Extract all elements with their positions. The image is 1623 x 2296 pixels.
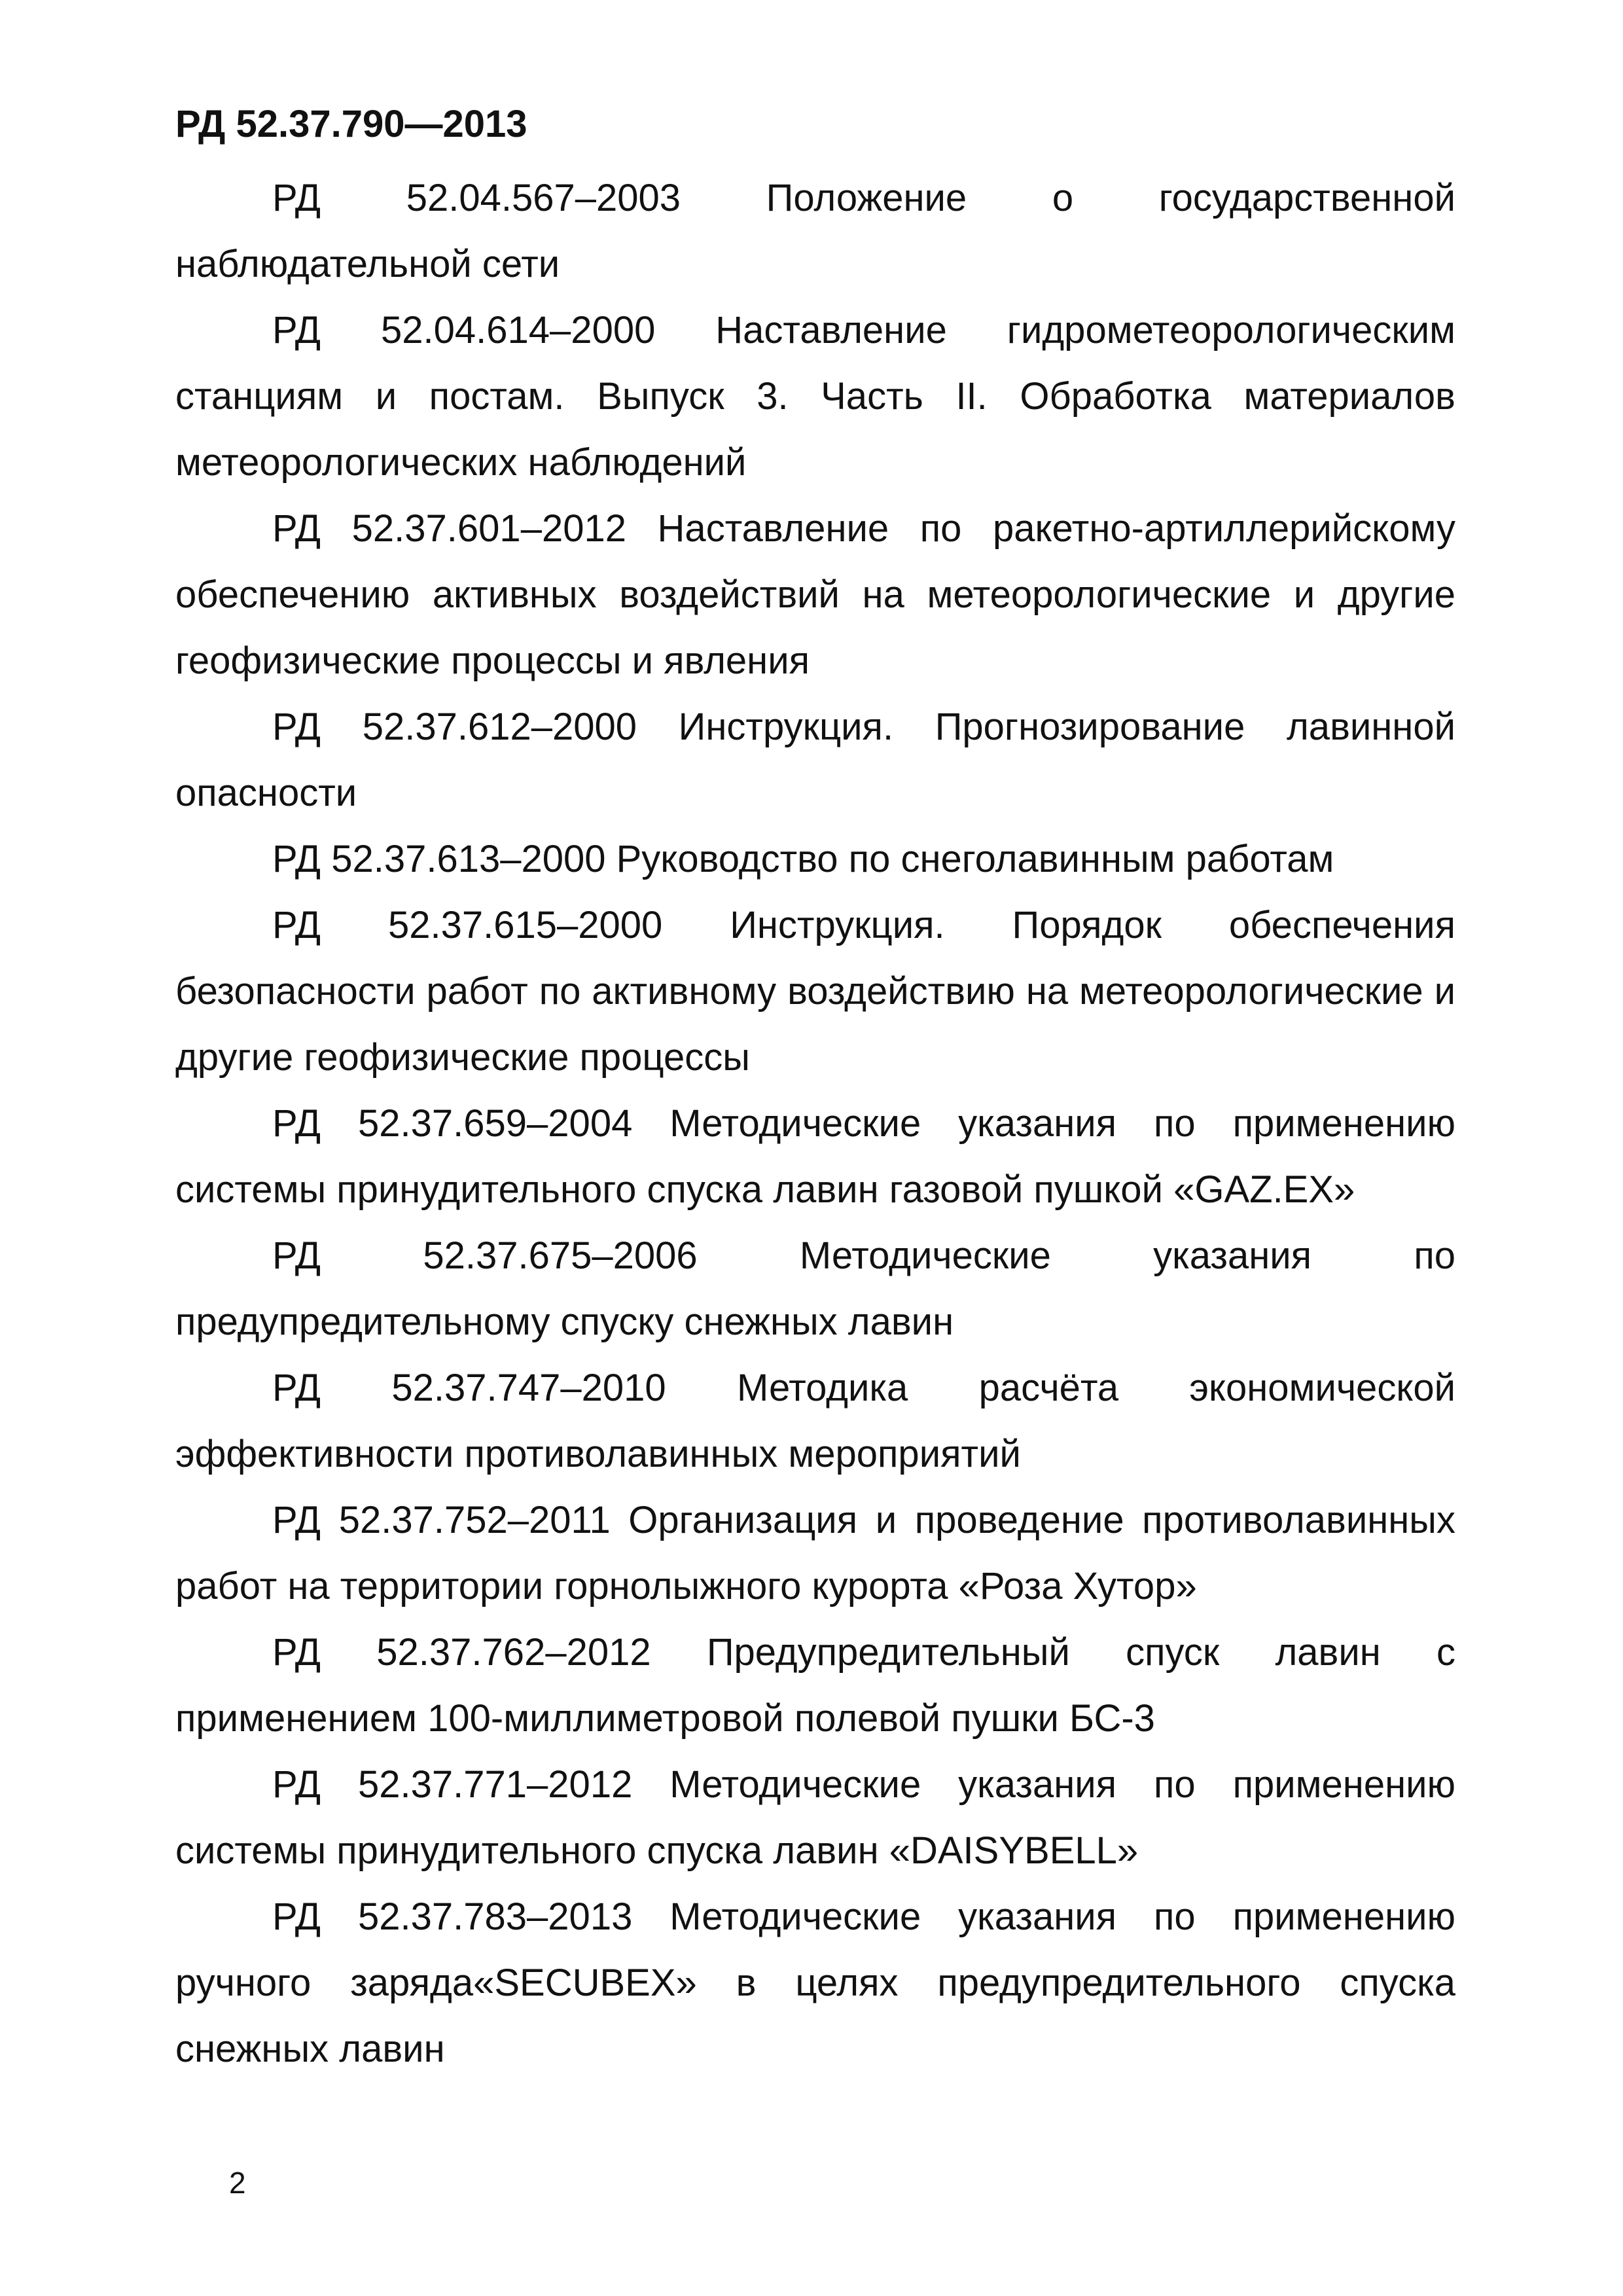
document-header: РД 52.37.790—2013: [175, 103, 527, 145]
reference-entry: РД 52.04.567–2003 Положение о государственной наблюдательной сети: [175, 177, 1455, 285]
reference-entry: РД 52.37.659–2004 Методические указания по применению системы принудительного спуска лавин газовой пушкой «GAZ.EX»: [175, 1102, 1455, 1211]
reference-entry: РД 52.37.675–2006 Методические указания по предупредительному спуску снежных лавин: [175, 1234, 1455, 1343]
reference-list: [175, 165, 1455, 2082]
reference-entry: РД 52.37.615–2000 Инструкция. Порядок обеспечения безопасности работ по активному воздействию на метеорологические и другие геофизические процессы: [175, 904, 1455, 1079]
reference-entry: РД 52.37.601–2012 Наставление по ракетно-артиллерийскому обеспечению активных воздействий на метеорологические и другие геофизические процессы и явления: [175, 507, 1455, 682]
reference-entry: РД 52.37.613–2000 Руководство по снеголавинным работам: [272, 838, 1334, 880]
reference-entry: РД 52.37.783–2013 Методические указания по применению ручного заряда«SECUBEX» в целях предупредительного спуска снежных лавин: [175, 1895, 1455, 2070]
page-number: 2: [229, 2166, 246, 2200]
reference-entry: РД 52.37.747–2010 Методика расчёта экономической эффективности противолавинных мероприятий: [175, 1367, 1455, 1475]
reference-entry: РД 52.04.614–2000 Наставление гидрометеорологическим станциям и постам. Выпуск 3. Часть II. Обработка материалов метеорологических наблюдений: [175, 309, 1455, 484]
reference-entry: РД 52.37.752–2011 Организация и проведение противолавинных работ на территории горнолыжного курорта «Роза Хутор»: [175, 1499, 1455, 1607]
reference-entry: РД 52.37.771–2012 Методические указания по применению системы принудительного спуска лавин «DAISYBELL»: [175, 1763, 1455, 1872]
reference-entry: РД 52.37.612–2000 Инструкция. Прогнозирование лавинной опасности: [175, 706, 1455, 814]
reference-entry: РД 52.37.762–2012 Предупредительный спуск лавин с применением 100-миллиметровой полевой пушки БС-3: [175, 1631, 1455, 1740]
